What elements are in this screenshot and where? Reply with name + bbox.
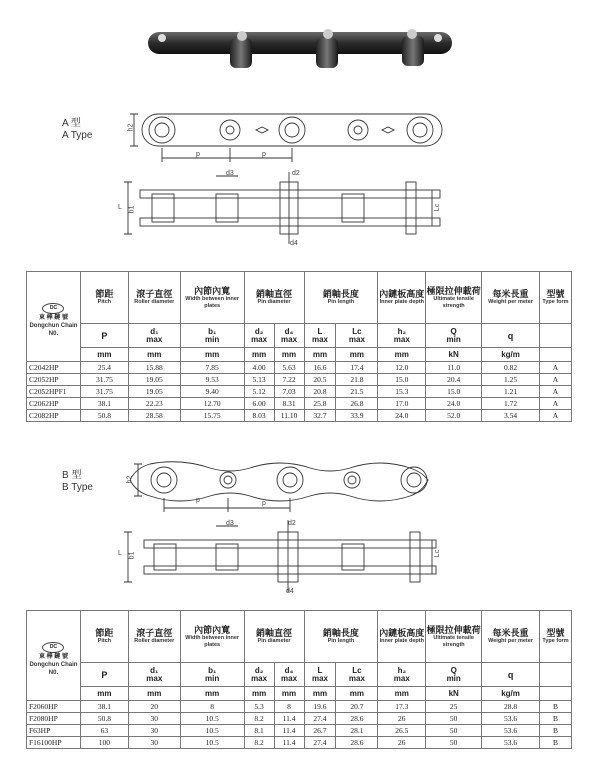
unit-width: mm (180, 348, 244, 362)
weight-cn: 每米長重 (492, 628, 529, 638)
spec-cell: 26 (378, 737, 426, 749)
chain-model-cell: F16100HP (27, 737, 81, 749)
spec-cell: 17.4 (336, 362, 378, 374)
spec-cell: 38.1 (80, 398, 128, 410)
table-a (26, 271, 572, 422)
roller-lim: max (146, 673, 163, 683)
spec-cell: 10.5 (180, 713, 244, 725)
dim-a-d4: d4 (290, 240, 298, 247)
unit-pin-1: mm (244, 348, 274, 362)
width-lim: min (205, 334, 220, 344)
width-lim: min (205, 673, 220, 683)
table-row (27, 713, 572, 725)
spec-cell: 15.0 (378, 374, 426, 386)
spec-cell: 27.4 (304, 713, 336, 725)
tensile-en: Ultimate tensile strength (433, 634, 474, 648)
spec-cell: 7.22 (274, 374, 304, 386)
pinlen-lim2: max (348, 334, 365, 344)
spec-cell: 24.0 (378, 410, 426, 422)
spec-cell: 8.31 (274, 398, 304, 410)
spec-cell: 5.13 (244, 374, 274, 386)
spec-cell: 15.0 (426, 386, 482, 398)
unit-plate: mm (378, 687, 426, 701)
weight-sym: q (507, 330, 514, 341)
brand-cn: 東 棒 鏈 號 (38, 653, 68, 660)
spec-cell: 19.6 (304, 701, 336, 713)
form-en: Type form (542, 299, 569, 305)
pin-lim2: max (281, 673, 298, 683)
brand-cn: 東 棒 鏈 號 (38, 314, 68, 321)
type-a-top-drawing (120, 168, 450, 248)
spec-cell: 1.21 (482, 386, 540, 398)
spec-cell: 8.1 (244, 725, 274, 737)
plate-en: Inner plate depth (379, 299, 424, 305)
type-a-en: A Type (62, 130, 93, 141)
chain-model-cell: C2052HP (27, 374, 81, 386)
plate-cn: 內鏈板高度 (379, 289, 425, 299)
spec-cell: 7.85 (180, 362, 244, 374)
spec-cell: 30 (128, 737, 180, 749)
dim-b-d4: d4 (286, 588, 294, 595)
spec-cell: 21.5 (336, 386, 378, 398)
pinlen-sym2: Lc (352, 665, 362, 675)
pitch-sym: P (101, 330, 108, 341)
spec-cell: 31.75 (80, 374, 128, 386)
brand-en: Dongchun Chain N0. (29, 661, 78, 676)
plate-sym: h₂ (397, 326, 407, 336)
roller-sym: d₁ (150, 665, 159, 675)
unit-roller: mm (128, 348, 180, 362)
pin-lim1: max (251, 334, 268, 344)
spec-cell: 20.5 (304, 374, 336, 386)
table-row (27, 398, 572, 410)
spec-cell: 11.4 (274, 713, 304, 725)
spec-cell: 50 (426, 725, 482, 737)
table-row (27, 725, 572, 737)
spec-cell: A (539, 410, 571, 422)
spec-cell: A (539, 362, 571, 374)
weight-en: Weight per meter (488, 299, 533, 305)
chain-model-cell: F2060HP (27, 701, 81, 713)
roller-lim: max (146, 334, 163, 344)
table-a-body (27, 362, 572, 422)
spec-cell: 5.3 (244, 701, 274, 713)
pinlen-cn: 銷軸長度 (322, 628, 359, 638)
width-sym: b₁ (208, 326, 217, 336)
spec-cell: 19.05 (128, 374, 180, 386)
spec-cell: 63 (80, 725, 128, 737)
spec-cell: 53.6 (482, 737, 540, 749)
pitch-sym: P (101, 669, 108, 680)
spec-cell: 11.10 (274, 410, 304, 422)
tensile-sym: Q (450, 665, 457, 675)
pin-en: Pin diameter (257, 299, 291, 305)
spec-cell: 50 (426, 737, 482, 749)
pitch-en: Pitch (97, 638, 112, 644)
pinlen-lim1: max (311, 334, 328, 344)
type-b-label (62, 470, 93, 494)
dim-b-L: L (118, 550, 122, 557)
unit-pinlen-2: mm (336, 687, 378, 701)
spec-cell: 11.4 (274, 725, 304, 737)
spec-cell: 4.00 (244, 362, 274, 374)
unit-tensile: kN (426, 687, 482, 701)
spec-cell: 20.4 (426, 374, 482, 386)
spec-cell: B (540, 737, 572, 749)
pin-en: Pin diameter (257, 638, 291, 644)
weight-cn: 每米長重 (492, 289, 529, 299)
spec-cell: 8.03 (244, 410, 274, 422)
pinlen-lim2: max (348, 673, 365, 683)
pin-lim1: max (251, 673, 268, 683)
tensile-cn: 極限拉伸載荷 (426, 624, 481, 635)
spec-cell: 33.9 (336, 410, 378, 422)
table-row (27, 362, 572, 374)
plate-lim: max (393, 673, 410, 683)
spec-cell: 6.00 (244, 398, 274, 410)
spec-cell: 52.0 (426, 410, 482, 422)
pin-sym2: d₄ (284, 326, 294, 336)
spec-cell: 100 (80, 737, 128, 749)
pinlen-cn: 銷軸長度 (322, 289, 359, 299)
header-brand-a (27, 272, 81, 362)
chain-model-cell: F2080HP (27, 713, 81, 725)
spec-cell: 15.88 (128, 362, 180, 374)
table-row (27, 701, 572, 713)
plate-cn: 內鏈板高度 (379, 628, 425, 638)
chain-model-cell: C2062HP (27, 398, 81, 410)
unit-pin-1: mm (244, 687, 274, 701)
spec-cell: 25.8 (304, 398, 336, 410)
type-a-side-drawing (120, 104, 460, 164)
chain-model-cell: C2082HP (27, 410, 81, 422)
unit-pitch: mm (80, 348, 128, 362)
form-en: Type form (542, 638, 569, 644)
tensile-lim: min (446, 673, 461, 683)
unit-pin-2: mm (274, 348, 304, 362)
dim-a-b1: b1 (128, 205, 136, 214)
roller-en: Roller diameter (134, 299, 175, 305)
form-cn: 型號 (546, 289, 565, 299)
spec-cell: 5.63 (274, 362, 304, 374)
dim-a-d2: d2 (292, 170, 300, 177)
dim-b-Lc: Lc (434, 549, 442, 558)
pin-sym2: d₄ (284, 665, 294, 675)
type-a-label (62, 118, 92, 142)
spec-cell: 12.0 (378, 362, 426, 374)
spec-cell: 5.12 (244, 386, 274, 398)
weight-sym: q (507, 669, 514, 680)
unit-weight: kg/m (482, 687, 540, 701)
spec-cell: 3.54 (482, 410, 540, 422)
unit-pinlen-1: mm (304, 687, 336, 701)
spec-cell: 50.8 (80, 713, 128, 725)
unit-plate: mm (378, 348, 426, 362)
spec-cell: 11.0 (426, 362, 482, 374)
spec-cell: 26.7 (304, 725, 336, 737)
pin-cn: 銷軸直徑 (256, 289, 293, 299)
unit-weight: kg/m (482, 348, 540, 362)
type-b-en: B Type (62, 482, 93, 493)
type-b-cn: B 型 (62, 470, 82, 481)
spec-cell: 53.6 (482, 713, 540, 725)
spec-cell: 7.03 (274, 386, 304, 398)
spec-cell: 26.8 (336, 398, 378, 410)
spec-cell: 53.6 (482, 725, 540, 737)
spec-cell: 19.05 (128, 386, 180, 398)
pinlen-sym2: Lc (352, 326, 362, 336)
header-brand-b (27, 611, 81, 701)
spec-cell: 50.8 (80, 410, 128, 422)
unit-width: mm (180, 687, 244, 701)
width-cn: 內節內寬 (194, 624, 231, 635)
spec-cell: 11.4 (274, 737, 304, 749)
dim-a-L: L (118, 204, 122, 211)
type-b-side-drawing (130, 454, 450, 514)
chain-photo (140, 14, 460, 74)
pinlen-en: Pin length (327, 638, 355, 644)
spec-cell: 26.5 (378, 725, 426, 737)
roller-cn: 滾子直徑 (136, 289, 173, 299)
pinlen-sym1: L (317, 665, 323, 675)
tensile-cn: 極限拉伸載荷 (426, 285, 481, 296)
spec-cell: 1.72 (482, 398, 540, 410)
pin-sym1: d₂ (254, 326, 264, 336)
roller-cn: 滾子直徑 (136, 628, 173, 638)
spec-cell: 28.6 (336, 713, 378, 725)
dim-b-d2: d2 (288, 520, 296, 527)
dim-b-p2: p (262, 500, 266, 507)
table-row (27, 374, 572, 386)
spec-cell: 9.40 (180, 386, 244, 398)
spec-cell: 50 (426, 713, 482, 725)
unit-pitch: mm (80, 687, 128, 701)
spec-cell: 28.1 (336, 725, 378, 737)
spec-cell: 27.4 (304, 737, 336, 749)
spec-cell: 10.5 (180, 737, 244, 749)
type-b-top-drawing (120, 516, 450, 596)
pinlen-lim1: max (311, 673, 328, 683)
spec-cell: 28.58 (128, 410, 180, 422)
pitch-cn: 節距 (95, 628, 114, 638)
spec-cell: 10.5 (180, 725, 244, 737)
spec-cell: 15.3 (378, 386, 426, 398)
plate-en: Inner plate depth (379, 638, 424, 644)
plate-sym: h₂ (397, 665, 407, 675)
spec-cell: 20.7 (336, 701, 378, 713)
width-en: Width between inner plates (185, 634, 240, 648)
pin-lim2: max (281, 334, 298, 344)
spec-cell: 0.82 (482, 362, 540, 374)
spec-cell: B (540, 701, 572, 713)
spec-cell: 22.23 (128, 398, 180, 410)
type-a-cn: A 型 (62, 118, 81, 129)
spec-cell: 24.0 (426, 398, 482, 410)
spec-cell: 9.53 (180, 374, 244, 386)
brand-en: Dongchun Chain N0. (29, 322, 78, 337)
chain-model-cell: F63HP (27, 725, 81, 737)
spec-cell: 17.3 (378, 701, 426, 713)
table-row (27, 737, 572, 749)
table-row (27, 386, 572, 398)
dim-b-p1: p (196, 497, 200, 504)
spec-cell: A (539, 374, 571, 386)
width-sym: b₁ (208, 665, 217, 675)
chain-model-cell: C2042HP (27, 362, 81, 374)
pinlen-sym1: L (317, 326, 323, 336)
dim-a-p2: p (262, 151, 266, 158)
spec-cell: 8 (180, 701, 244, 713)
spec-cell: 21.8 (336, 374, 378, 386)
spec-cell: 16.6 (304, 362, 336, 374)
unit-roller: mm (128, 687, 180, 701)
dim-b-h2: h2 (126, 475, 134, 484)
dim-a-d3: d3 (226, 170, 234, 177)
spec-cell: 8.2 (244, 713, 274, 725)
spec-cell: 38.1 (80, 701, 128, 713)
spec-cell: 32.7 (304, 410, 336, 422)
spec-cell: 28.6 (336, 737, 378, 749)
weight-en: Weight per meter (488, 638, 533, 644)
form-cn: 型號 (546, 628, 565, 638)
dim-a-Lc: Lc (434, 203, 442, 212)
roller-sym: d₁ (150, 326, 159, 336)
table-b-body (27, 701, 572, 749)
spec-cell: 8 (274, 701, 304, 713)
spec-cell: 8.2 (244, 737, 274, 749)
tensile-lim: min (446, 334, 461, 344)
spec-cell: A (539, 398, 571, 410)
width-en: Width between inner plates (185, 295, 240, 309)
spec-cell: 30 (128, 713, 180, 725)
spec-cell: 25 (426, 701, 482, 713)
spec-cell: 1.25 (482, 374, 540, 386)
pinlen-en: Pin length (327, 299, 355, 305)
spec-cell: 31.75 (80, 386, 128, 398)
spec-cell: B (540, 725, 572, 737)
dim-a-h2: h2 (127, 123, 135, 132)
plate-lim: max (393, 334, 410, 344)
spec-cell: 20.8 (304, 386, 336, 398)
spec-cell: 25.4 (80, 362, 128, 374)
table-row (27, 410, 572, 422)
spec-cell: 28.8 (482, 701, 540, 713)
pin-sym1: d₂ (254, 665, 264, 675)
unit-tensile: kN (426, 348, 482, 362)
tensile-en: Ultimate tensile strength (433, 295, 474, 309)
unit-pinlen-2: mm (336, 348, 378, 362)
unit-pinlen-1: mm (304, 348, 336, 362)
brand-logo-icon: DC (42, 303, 64, 314)
spec-cell: 30 (128, 725, 180, 737)
table-b (26, 610, 572, 749)
tensile-sym: Q (450, 326, 457, 336)
pin-cn: 銷軸直徑 (256, 628, 293, 638)
spec-cell: 26 (378, 713, 426, 725)
width-cn: 內節內寬 (194, 285, 231, 296)
pitch-en: Pitch (97, 299, 112, 305)
spec-cell: 15.75 (180, 410, 244, 422)
roller-en: Roller diameter (134, 638, 175, 644)
brand-logo-icon: DC (42, 642, 64, 653)
spec-cell: 17.0 (378, 398, 426, 410)
spec-cell: 12.70 (180, 398, 244, 410)
chain-model-cell: C2052HPF1 (27, 386, 81, 398)
dim-b-d3: d3 (226, 520, 234, 527)
spec-cell: 20 (128, 701, 180, 713)
spec-cell: A (539, 386, 571, 398)
unit-pin-2: mm (274, 687, 304, 701)
dim-b-b1: b1 (128, 551, 136, 560)
dim-a-p1: p (196, 151, 200, 158)
spec-cell: B (540, 713, 572, 725)
pitch-cn: 節距 (95, 289, 114, 299)
